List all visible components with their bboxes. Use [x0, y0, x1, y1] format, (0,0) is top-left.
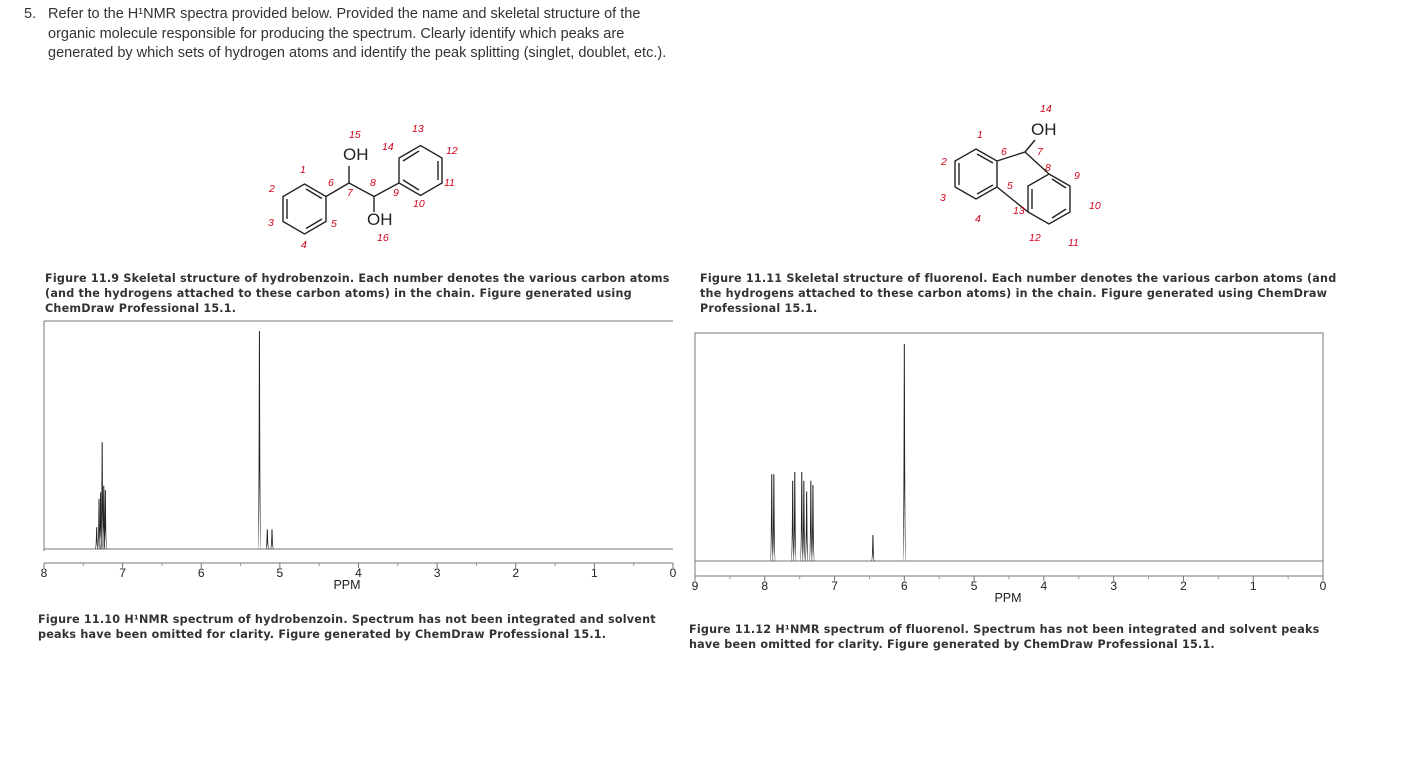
axis-tick-label: 4 — [1040, 579, 1048, 593]
fl-carbon-label-11: 11 — [1068, 237, 1079, 249]
spectrum-peak — [811, 485, 814, 561]
spectrum-peak — [266, 529, 269, 549]
carbon-label-11: 11 — [444, 177, 455, 189]
axis-tick-label: 7 — [831, 579, 838, 593]
fl-carbon-label-8: 8 — [1045, 162, 1051, 174]
carbon-label-10: 10 — [413, 198, 425, 210]
spectrum-peak — [805, 492, 808, 561]
spectrum-peak — [903, 344, 906, 561]
spectrum-peak — [802, 481, 805, 561]
carbon-label-1: 1 — [300, 164, 306, 176]
axis-tick-label: 2 — [512, 566, 520, 580]
axis-tick-label: 9 — [691, 579, 699, 593]
hydrobenzoin-nmr-spectrum — [30, 315, 690, 595]
hydrobenzoin-structure — [255, 118, 470, 253]
carbon-label-7: 7 — [347, 187, 353, 199]
carbon-label-14: 14 — [382, 141, 394, 153]
carbon-label-6: 6 — [328, 177, 334, 189]
carbon-label-8: 8 — [370, 177, 376, 189]
figure-11-11-caption: Figure 11.11 Skeletal structure of fluorenol. Each number denotes the various carbon atoms (and the hydrogens attached to these carbon atoms) in the chain. Figure generated using ChemDraw Professional 15.1. — [700, 272, 1337, 315]
axis-tick-label: 5 — [970, 579, 978, 593]
x-axis-label: PPM — [333, 578, 361, 592]
axis-tick-label: 3 — [1110, 579, 1118, 593]
fl-carbon-label-9: 9 — [1074, 170, 1080, 182]
fl-carbon-label-12: 12 — [1029, 232, 1041, 244]
axis-tick-label: 2 — [1180, 579, 1187, 593]
carbon-label-5: 5 — [331, 218, 337, 230]
fl-carbon-label-6: 6 — [1001, 146, 1007, 158]
fl-carbon-label-2: 2 — [941, 156, 947, 168]
axis-tick-label: 4 — [355, 566, 362, 580]
fl-carbon-label-5: 5 — [1007, 180, 1013, 192]
carbon-label-9: 9 — [393, 187, 399, 199]
oh-label: OH — [1031, 120, 1057, 139]
axis-tick-label: 1 — [591, 566, 598, 580]
fl-carbon-label-3: 3 — [940, 192, 946, 204]
carbon-label-2: 2 — [269, 183, 275, 195]
spectrum-frame — [44, 321, 673, 551]
axis-tick-label: 6 — [197, 566, 205, 580]
axis-tick-label: 0 — [669, 566, 677, 580]
axis-tick-label: 3 — [433, 566, 441, 580]
axis-tick-label: 8 — [761, 579, 769, 593]
oh-bottom-label: OH — [367, 210, 393, 229]
spectrum-peak — [258, 331, 261, 549]
x-axis-label: PPM — [994, 591, 1022, 605]
fl-carbon-label-1: 1 — [977, 129, 983, 141]
figure-11-10-caption: Figure 11.10 H¹NMR spectrum of hydrobenzoin. Spectrum has not been integrated and solvent peaks have been omitted for clarity. Figure generated by ChemDraw Professional 15.1. — [38, 613, 656, 641]
oh-top-label: OH — [343, 145, 369, 164]
fl-carbon-label-7: 7 — [1037, 146, 1043, 158]
question-text: Refer to the H¹NMR spectra provided below. Provided the name and skeletal structure of the organic molecule responsible for producing the spectrum. Clearly identify which peaks are generated by which sets of hydrogen atoms and identify the peak splitting (singlet, doublet, etc.). — [48, 6, 667, 61]
fl-carbon-label-13: 13 — [1013, 205, 1025, 217]
fl-carbon-label-10: 10 — [1089, 200, 1101, 212]
carbon-label-4: 4 — [301, 239, 307, 251]
carbon-label-13: 13 — [412, 123, 424, 135]
fl-carbon-label-4: 4 — [975, 213, 981, 225]
fluorenol-structure — [930, 100, 1110, 250]
figure-11-9-caption: Figure 11.9 Skeletal structure of hydrobenzoin. Each number denotes the various carbon atoms (and the hydrogens attached to these carbon atoms) in the chain. Figure generated using ChemDraw Professional 15.1. — [45, 272, 670, 315]
spectrum-peak — [772, 474, 775, 561]
axis-tick-label: 7 — [119, 566, 126, 580]
figure-11-12-caption: Figure 11.12 H¹NMR spectrum of fluorenol. Spectrum has not been integrated and solvent peaks have been omitted for clarity. Figure generated by ChemDraw Professional 15.1. — [689, 623, 1320, 651]
carbon-label-15: 15 — [349, 129, 361, 141]
spectrum-peak — [793, 472, 796, 561]
question-number: 5. — [24, 6, 37, 22]
spectrum-peak — [871, 535, 874, 561]
fl-carbon-label-14: 14 — [1040, 103, 1052, 115]
carbon-label-16: 16 — [377, 232, 389, 244]
axis-tick-label: 5 — [276, 566, 284, 580]
spectrum-peak — [271, 529, 274, 549]
spectrum-frame — [695, 333, 1323, 576]
carbon-label-12: 12 — [446, 145, 458, 157]
fluorenol-nmr-spectrum — [690, 328, 1340, 608]
carbon-label-3: 3 — [268, 217, 274, 229]
axis-tick-label: 6 — [900, 579, 908, 593]
axis-tick-label: 8 — [40, 566, 48, 580]
axis-tick-label: 0 — [1319, 579, 1327, 593]
axis-tick-label: 1 — [1249, 579, 1257, 593]
spectrum-peak — [95, 527, 98, 549]
